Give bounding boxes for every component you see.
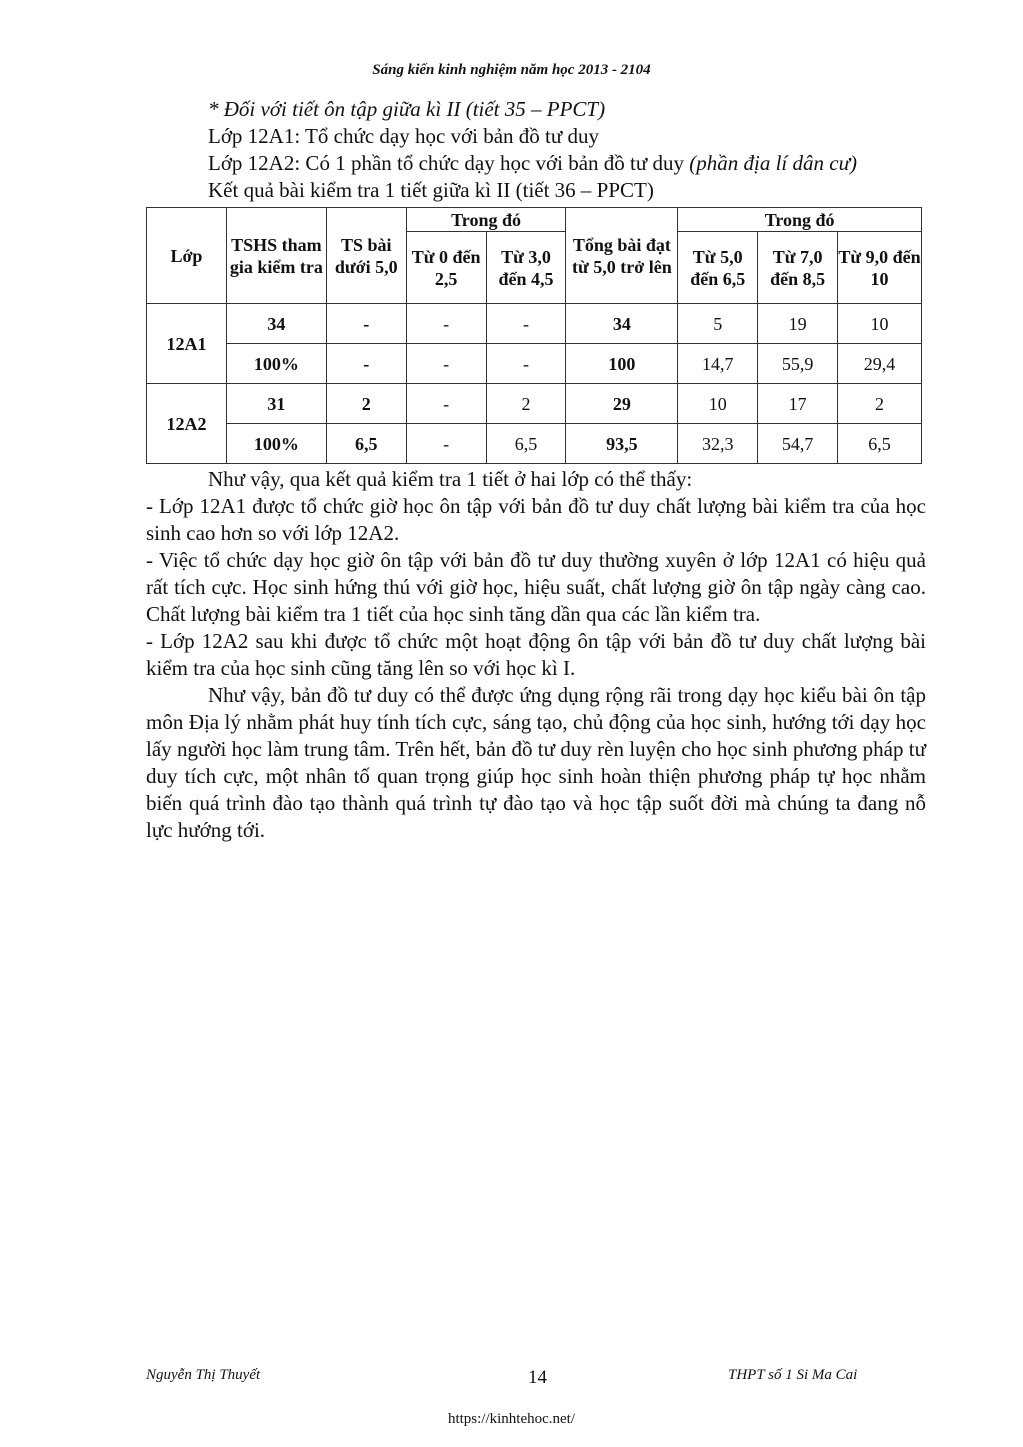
section-title: * Đối với tiết ôn tập giữa kì II (tiết 35 – PPCT) [208, 97, 606, 121]
class-12a2-text: Lớp 12A2: Có 1 phần tổ chức dạy học với bản đồ tư duy [208, 151, 690, 175]
source-url[interactable]: https://kinhtehoc.net/ [447, 1411, 576, 1427]
row-class-label: 12A1 [147, 304, 227, 384]
running-header: Sáng kiến kinh nghiệm năm học 2013 - 2104 [372, 62, 651, 78]
table-row [147, 344, 922, 384]
cell: 93,5 [566, 424, 678, 464]
table-row [147, 384, 922, 424]
header-trong-do-2: Trong đó [678, 208, 922, 232]
header-tu5: Từ 5,0 đến 6,5 [678, 232, 758, 304]
final-paragraph: Như vậy, bản đồ tư duy có thể được ứng dụng rộng rãi trong dạy học kiểu bài ôn tập môn Địa lý nhằm phát huy tính tích cực, sáng tạo, chủ động của học sinh, hướng tới dạy học lấy người học làm trung tâm. Trên hết, bản đồ tư duy rèn luyện cho học sinh phương pháp tư duy tích cực, một nhân tố quan trọng giúp học sinh hoàn thiện phương pháp tự học nhằm biến quá trình đào tạo thành quá trình tự đào tạo và học tập suốt đời mà chúng ta đang nỗ lực hướng tới. [146, 683, 926, 842]
class-12a2-note: (phần địa lí dân cư) [689, 151, 858, 175]
row-class-label: 12A2 [147, 384, 227, 464]
cell: - [486, 304, 566, 344]
cell: - [406, 344, 486, 384]
class-12a1-line: Lớp 12A1: Tổ chức dạy học với bản đồ tư duy [208, 124, 600, 148]
results-table [146, 207, 922, 464]
cell: - [326, 304, 406, 344]
cell: 29,4 [838, 344, 922, 384]
cell: 31 [226, 384, 326, 424]
header-tshs: TSHS tham gia kiểm tra [226, 208, 326, 304]
cell: 10 [678, 384, 758, 424]
table-caption: Kết quả bài kiểm tra 1 tiết giữa kì II (tiết 36 – PPCT) [208, 178, 654, 202]
cell: 2 [838, 384, 922, 424]
cell: 100 [566, 344, 678, 384]
cell: 32,3 [678, 424, 758, 464]
class-12a2-line [146, 150, 926, 177]
cell: 29 [566, 384, 678, 424]
cell: 5 [678, 304, 758, 344]
footer-school: THPT số 1 Si Ma Cai [728, 1367, 858, 1383]
header-lop: Lớp [147, 208, 227, 304]
page-number: 14 [528, 1367, 547, 1388]
header-tong-bai: Tổng bài đạt từ 5,0 trở lên [566, 208, 678, 304]
cell: 6,5 [326, 424, 406, 464]
cell: 2 [326, 384, 406, 424]
cell: 14,7 [678, 344, 758, 384]
header-trong-do-1: Trong đó [406, 208, 566, 232]
page-content [146, 96, 926, 844]
cell: 55,9 [758, 344, 838, 384]
header-tu0: Từ 0 đến 2,5 [406, 232, 486, 304]
bullet-regular: - Việc tổ chức dạy học giờ ôn tập với bản đồ tư duy thường xuyên ở lớp 12A1 có hiệu quả rất tích cực. Học sinh hứng thú với giờ học, hiệu suất, chất lượng giờ ôn tập ngày càng cao. Chất lượng bài kiểm tra 1 tiết của học sinh tăng dần qua các lần kiểm tra. [146, 548, 926, 626]
cell: 34 [566, 304, 678, 344]
bullet-12a2: - Lớp 12A2 sau khi được tổ chức một hoạt động ôn tập với bản đồ tư duy chất lượng bài kiểm tra của học sinh cũng tăng lên so với học kì I. [146, 629, 926, 680]
table-row [147, 424, 922, 464]
cell: 6,5 [486, 424, 566, 464]
cell: 100% [226, 424, 326, 464]
cell: - [486, 344, 566, 384]
cell: 100% [226, 344, 326, 384]
cell: 6,5 [838, 424, 922, 464]
header-tu9: Từ 9,0 đến 10 [838, 232, 922, 304]
bullet-12a1: - Lớp 12A1 được tổ chức giờ học ôn tập với bản đồ tư duy chất lượng bài kiểm tra của học sinh cao hơn so với lớp 12A2. [146, 494, 926, 545]
cell: - [406, 384, 486, 424]
cell: - [326, 344, 406, 384]
cell: 19 [758, 304, 838, 344]
cell: - [406, 424, 486, 464]
table-row [147, 304, 922, 344]
cell: 2 [486, 384, 566, 424]
footer-author: Nguyễn Thị Thuyết [146, 1367, 261, 1383]
cell: 54,7 [758, 424, 838, 464]
header-ts-duoi: TS bài dưới 5,0 [326, 208, 406, 304]
cell: 10 [838, 304, 922, 344]
cell: 34 [226, 304, 326, 344]
cell: - [406, 304, 486, 344]
conclusion-intro: Như vậy, qua kết quả kiểm tra 1 tiết ở hai lớp có thể thấy: [208, 467, 693, 491]
header-tu3: Từ 3,0 đến 4,5 [486, 232, 566, 304]
header-row-1 [147, 208, 922, 232]
cell: 17 [758, 384, 838, 424]
header-tu7: Từ 7,0 đến 8,5 [758, 232, 838, 304]
